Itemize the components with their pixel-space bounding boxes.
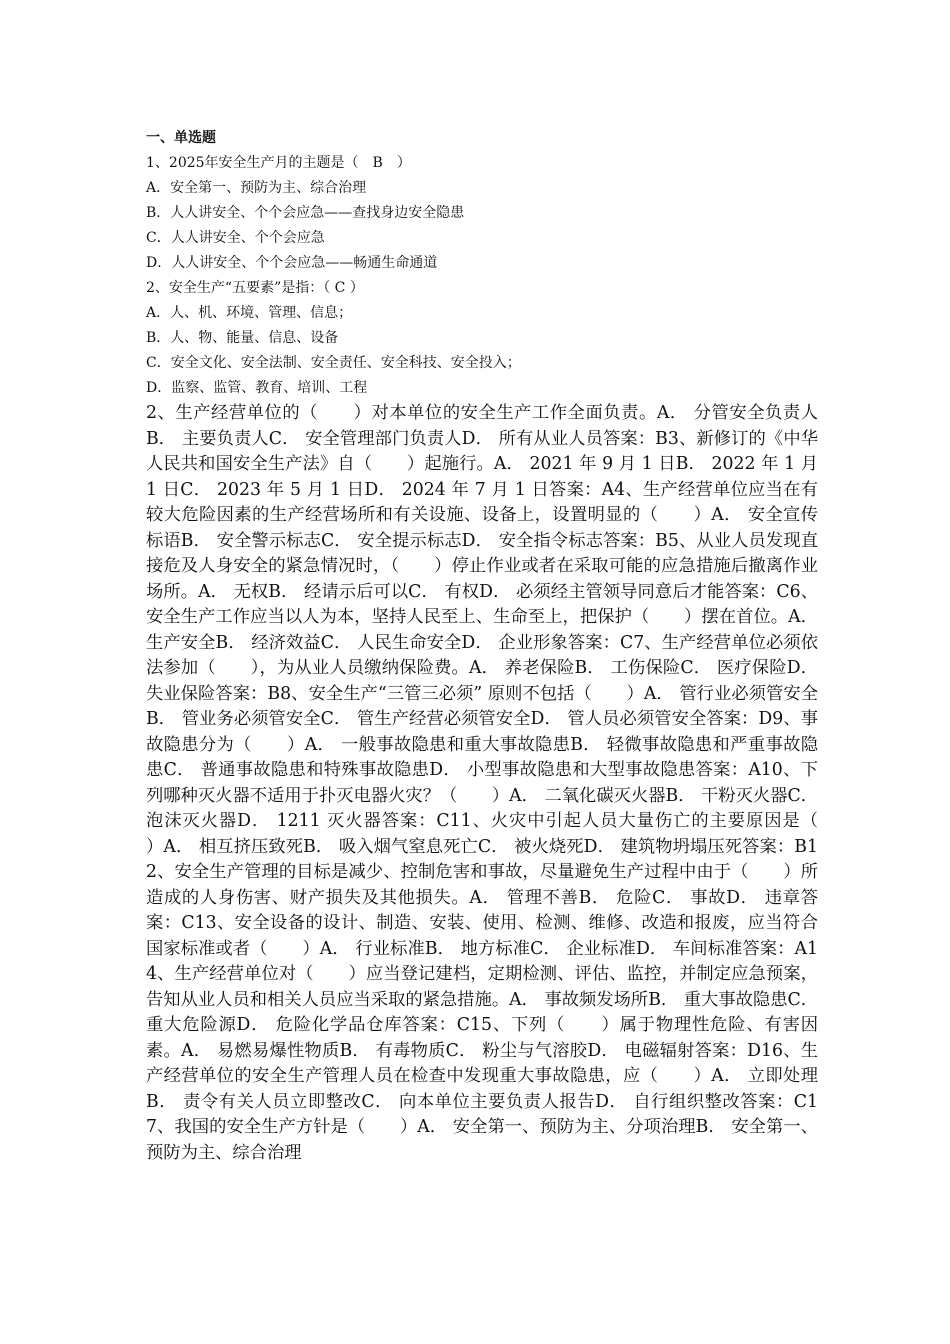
question-2-option-d: D．监察、监管、教育、培训、工程 (146, 380, 368, 396)
questions-body-paragraph: 2、生产经营单位的（ ）对本单位的安全生产工作全面负责。A． 分管安全负责人B． 主要负责人C． 安全管理部门负责人D． 所有从业人员答案：B3、新修订的《中华人民共和国安全生产法》自（ ）起施行。A． 2021 年 9 月 1 日B． 2022 年 1 月 1 日C． 2023 年 5 月 1 日D． 2024 年 7 月 1 日答案：A4、生产经营单位应当在有较大危险因素的生产经营场所和有关设施、设备上，设置明显的（ ）A． 安全宣传标语B． 安全警示标志C． 安全提示标志D． 安全指令标志答案：B5、从业人员发现直接危及人身安全的紧急情况时，（ ）停止作业或者在采取可能的应急措施后撤离作业场所。A． 无权B． 经请示后可以C． 有权D． 必须经主管领导同意后才能答案：C6、安全生产工作应当以人为本，坚持人民至上、生命至上，把保护（ ）摆在首位。A． 生产安全B． 经济效益C． 人民生命安全D． 企业形象答案：C7、生产经营单位必须依法参加（ ），为从业人员缴纳保险费。A． 养老保险B． 工伤保险C． 医疗保险D． 失业保险答案：B8、安全生产“三管三必须” 原则不包括（ ）A． 管行业必须管安全B． 管业务必须管安全C． 管生产经营必须管安全D． 管人员必须管安全答案：D9、事故隐患分为（ ）A． 一般事故隐患和重大事故隐患B． 轻微事故隐患和严重事故隐患C． 普通事故隐患和特殊事故隐患D． 小型事故隐患和大型事故隐患答案：A10、下列哪种灭火器不适用于扑灭电器火灾？（ ）A． 二氧化碳灭火器B． 干粉灭火器C． 泡沫灭火器D． 1211 灭火器答案：C11、火灾中引起人员大量伤亡的主要原因是（ ）A． 相互挤压致死B． 吸入烟气窒息死亡C． 被火烧死D． 建筑物坍塌压死答案：B12、安全生产管理的目标是减少、控制危害和事故，尽量避免生产过程中由于（ ）所造成的人身伤害、财产损失及其他损失。A． 管理不善B． 危险C． 事故D． 违章答案：C13、安全设备的设计、制造、安装、使用、检测、维修、改造和报废，应当符合国家标准或者（ ）A． 行业标准B． 地方标准C． 企业标准D． 车间标准答案：A14、生产经营单位对（ ）应当登记建档，定期检测、评估、监控，并制定应急预案，告知从业人员和相关人员应当采取的紧急措施。A． 事故频发场所B． 重大事故隐患C． 重大危险源D． 危险化学品仓库答案：C15、下列（ ）属于物理性危险、有害因素。A． 易燃易爆性物质B． 有毒物质C． 粉尘与气溶胶D． 电磁辐射答案：D16、生产经营单位的安全生产管理人员在检查中发现重大事故隐患，应（ ）A． 立即处理B． 责令有关人员立即整改C． 向本单位主要负责人报告D． 自行组织整改答案：C17、我国的安全生产方针是（ ）A． 安全第一、预防为主、分项治理B． 安全第一、预防为主、综合治理 (146, 403, 853, 1163)
question-1-option-d: D．人人讲安全、个个会应急——畅通生命通道 (146, 255, 438, 271)
question-1-option-a: A．安全第一、预防为主、综合治理 (146, 180, 367, 196)
question-1-option-c: C．人人讲安全、个个会应急 (146, 230, 325, 246)
question-2-option-c: C．安全文化、安全法制、安全责任、安全科技、安全投入； (146, 355, 521, 371)
section-title: 一、单选题 (146, 130, 216, 146)
question-1-option-b: B．人人讲安全、个个会应急——查找身边安全隐患 (146, 205, 465, 221)
question-2-option-a: A．人、机、环境、管理、信息； (146, 305, 353, 321)
document-content (146, 126, 853, 1166)
question-1-stem: 1、2025年安全生产月的主题是（ B ） (146, 155, 411, 171)
question-2-stem: 2、安全生产“五要素”是指：（ C ） (146, 280, 364, 296)
question-2-option-b: B．人、物、能量、信息、设备 (146, 330, 339, 346)
